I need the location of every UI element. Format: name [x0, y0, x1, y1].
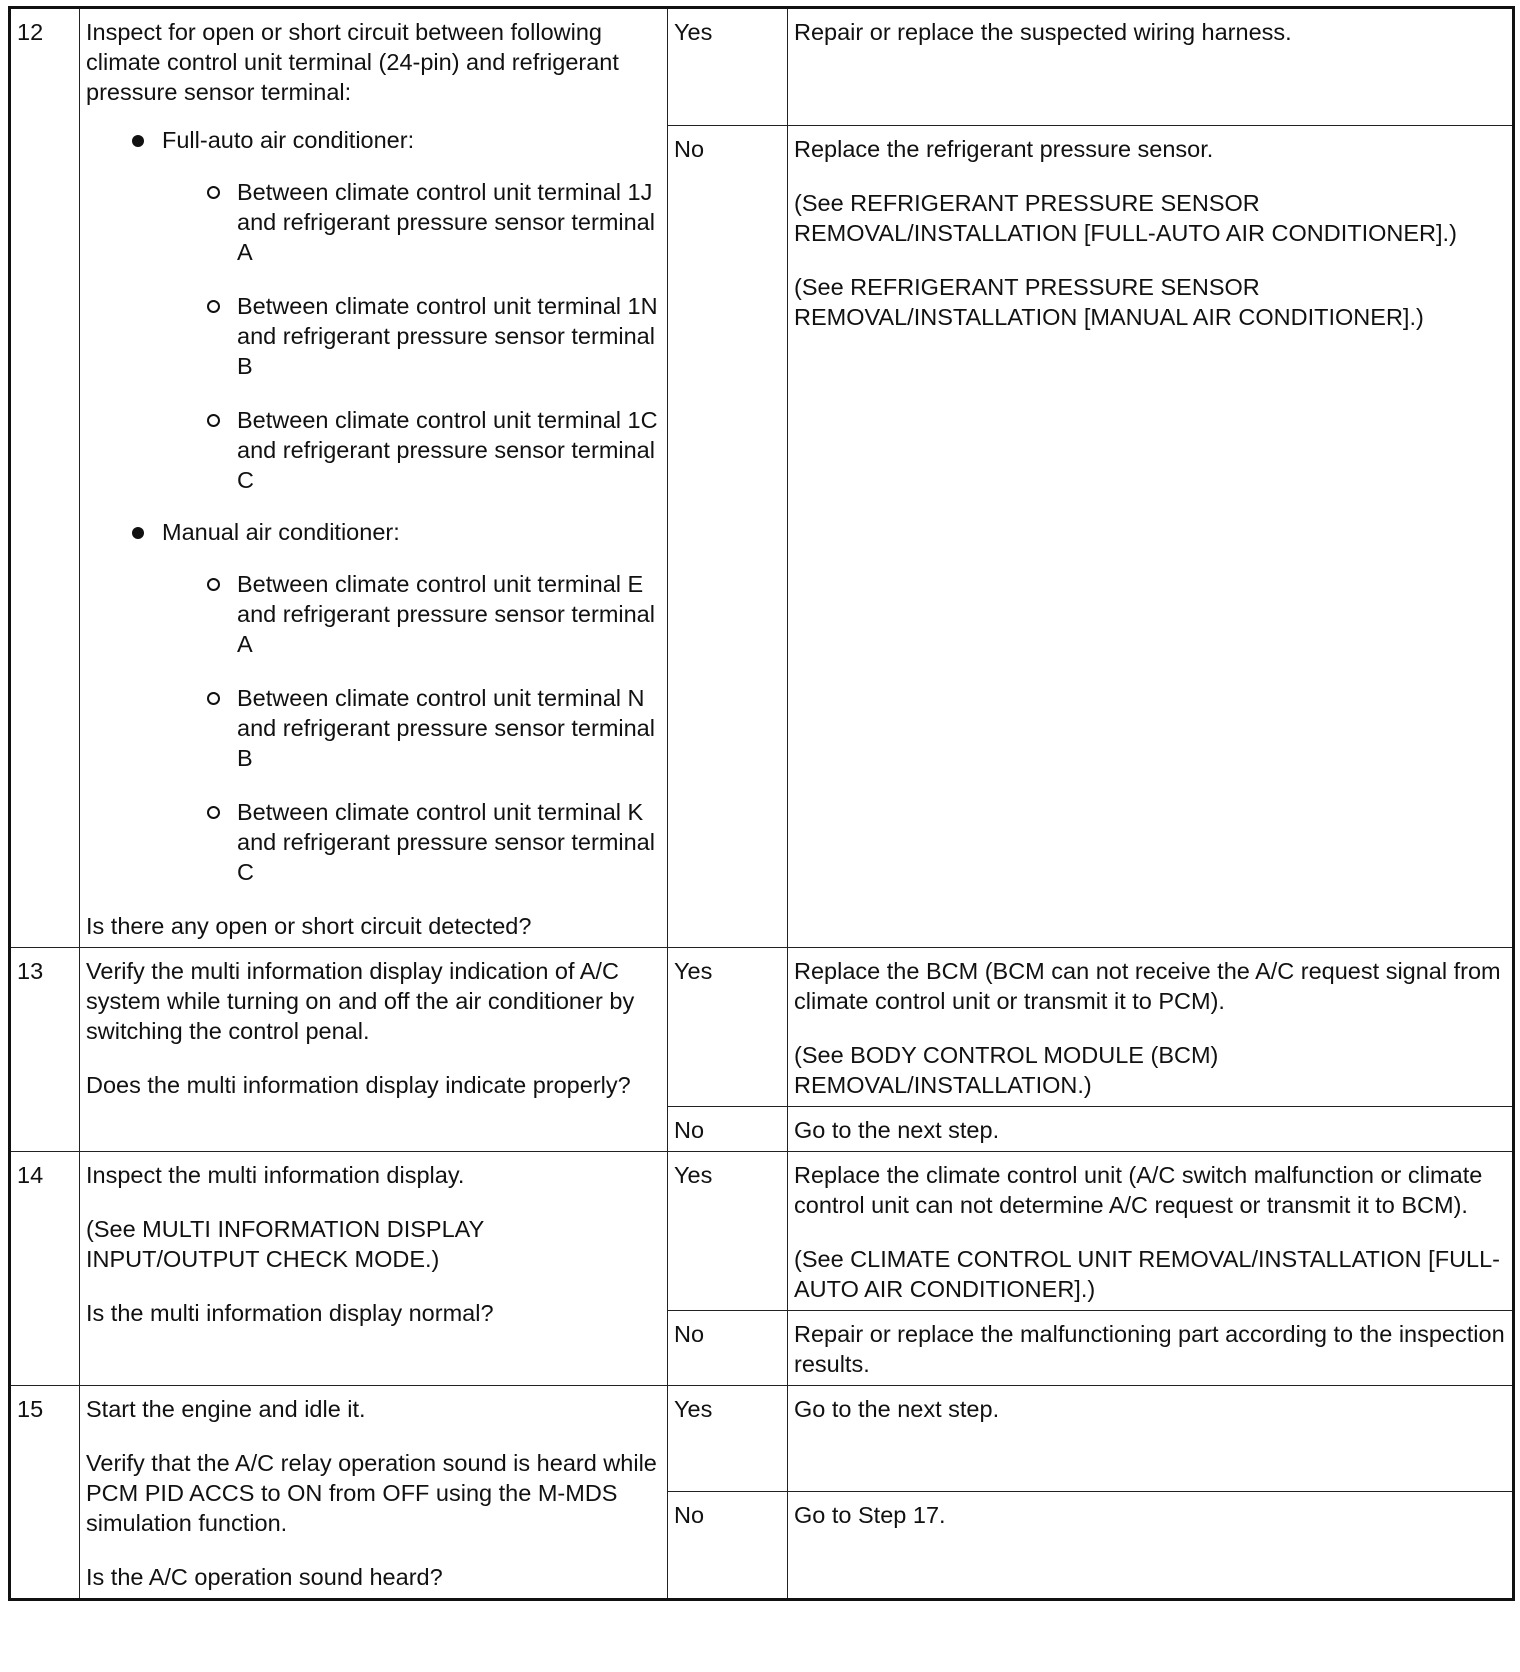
bullet-icon: [132, 527, 144, 539]
step-13-inspection: [80, 948, 668, 1152]
no-label: No: [668, 1311, 788, 1386]
inspection-text: Start the engine and idle it.: [86, 1396, 366, 1422]
yes-label: Yes: [668, 1386, 788, 1492]
step-14-inspection: [80, 1152, 668, 1386]
terminal-list: [162, 569, 661, 887]
inspection-question: Is there any open or short circuit detected?: [86, 913, 532, 939]
inspection-text: Inspect the multi information display.: [86, 1162, 465, 1188]
no-action: [788, 1492, 1514, 1600]
terminal-check-text: Between climate control unit terminal E and refrigerant pressure sensor terminal A: [237, 571, 655, 657]
ac-type-list: [86, 125, 661, 887]
list-item: [205, 177, 661, 267]
terminal-check-text: Between climate control unit terminal 1N and refrigerant pressure sensor terminal B: [237, 293, 658, 379]
list-item: [205, 569, 661, 659]
no-label: No: [668, 1107, 788, 1152]
step-number: 12: [10, 8, 80, 948]
list-item: [130, 517, 661, 887]
yes-action: [788, 1386, 1514, 1492]
no-label: No: [668, 1492, 788, 1600]
inspection-text: Verify that the A/C relay operation sound is heard while PCM PID ACCS to ON from OFF using the M-MDS simulation function.: [86, 1450, 657, 1536]
hollow-bullet-icon: [207, 186, 220, 199]
inspection-question: Is the A/C operation sound heard?: [86, 1564, 443, 1590]
step-15-yes-row: [10, 1386, 1514, 1492]
list-item: [205, 797, 661, 887]
terminal-check-text: Between climate control unit terminal 1J and refrigerant pressure sensor terminal A: [237, 179, 655, 265]
terminal-check-text: Between climate control unit terminal K and refrigerant pressure sensor terminal C: [237, 799, 655, 885]
reference-text: (See MULTI INFORMATION DISPLAY INPUT/OUTPUT CHECK MODE.): [86, 1216, 484, 1272]
list-item: [130, 125, 661, 495]
action-text: Go to the next step.: [794, 1117, 1000, 1143]
reference-text: (See BODY CONTROL MODULE (BCM) REMOVAL/INSTALLATION.): [794, 1042, 1219, 1098]
yes-action: [788, 1152, 1514, 1311]
inspection-intro: Inspect for open or short circuit between following climate control unit terminal (24-pin) and refrigerant pressure sensor terminal:: [86, 19, 619, 105]
step-number: 15: [10, 1386, 80, 1600]
yes-action: [788, 8, 1514, 126]
inspection-question: Is the multi information display normal?: [86, 1300, 494, 1326]
hollow-bullet-icon: [207, 806, 220, 819]
hollow-bullet-icon: [207, 300, 220, 313]
step-number: 13: [10, 948, 80, 1152]
action-text: Go to Step 17.: [794, 1502, 946, 1528]
diagnostic-table: [8, 6, 1515, 1601]
terminal-list: [162, 177, 661, 495]
terminal-check-text: Between climate control unit terminal 1C and refrigerant pressure sensor terminal C: [237, 407, 658, 493]
yes-label: Yes: [668, 1152, 788, 1311]
action-text: Replace the climate control unit (A/C switch malfunction or climate control unit can not determine A/C request or transmit it to BCM).: [794, 1162, 1483, 1218]
reference-text: (See CLIMATE CONTROL UNIT REMOVAL/INSTALLATION [FULL-AUTO AIR CONDITIONER].): [794, 1246, 1500, 1302]
list-item: [205, 291, 661, 381]
action-text: Replace the BCM (BCM can not receive the A/C request signal from climate control unit or transmit it to PCM).: [794, 958, 1501, 1014]
step-15-inspection: [80, 1386, 668, 1600]
no-action: [788, 126, 1514, 948]
group-label: Manual air conditioner:: [162, 519, 400, 545]
terminal-check-text: Between climate control unit terminal N and refrigerant pressure sensor terminal B: [237, 685, 655, 771]
inspection-text: Verify the multi information display indication of A/C system while turning on and off the air conditioner by switching the control penal.: [86, 958, 635, 1044]
hollow-bullet-icon: [207, 692, 220, 705]
reference-text: (See REFRIGERANT PRESSURE SENSOR REMOVAL/INSTALLATION [MANUAL AIR CONDITIONER].): [794, 274, 1424, 330]
yes-label: Yes: [668, 8, 788, 126]
hollow-bullet-icon: [207, 578, 220, 591]
step-12-yes-row: [10, 8, 1514, 126]
step-12-inspection: [80, 8, 668, 948]
reference-text: (See REFRIGERANT PRESSURE SENSOR REMOVAL/INSTALLATION [FULL-AUTO AIR CONDITIONER].): [794, 190, 1457, 246]
no-action: [788, 1107, 1514, 1152]
step-13-yes-row: [10, 948, 1514, 1107]
inspection-question: Does the multi information display indicate properly?: [86, 1072, 631, 1098]
no-label: No: [668, 126, 788, 948]
action-text: Replace the refrigerant pressure sensor.: [794, 136, 1214, 162]
action-text: Repair or replace the suspected wiring harness.: [794, 19, 1292, 45]
yes-action: [788, 948, 1514, 1107]
yes-label: Yes: [668, 948, 788, 1107]
bullet-icon: [132, 135, 144, 147]
diagnostic-procedure-page: [8, 6, 1512, 1601]
group-label: Full-auto air conditioner:: [162, 127, 415, 153]
no-action: [788, 1311, 1514, 1386]
step-14-yes-row: [10, 1152, 1514, 1311]
list-item: [205, 683, 661, 773]
hollow-bullet-icon: [207, 414, 220, 427]
action-text: Repair or replace the malfunctioning part according to the inspection results.: [794, 1321, 1505, 1377]
list-item: [205, 405, 661, 495]
step-number: 14: [10, 1152, 80, 1386]
action-text: Go to the next step.: [794, 1396, 1000, 1422]
